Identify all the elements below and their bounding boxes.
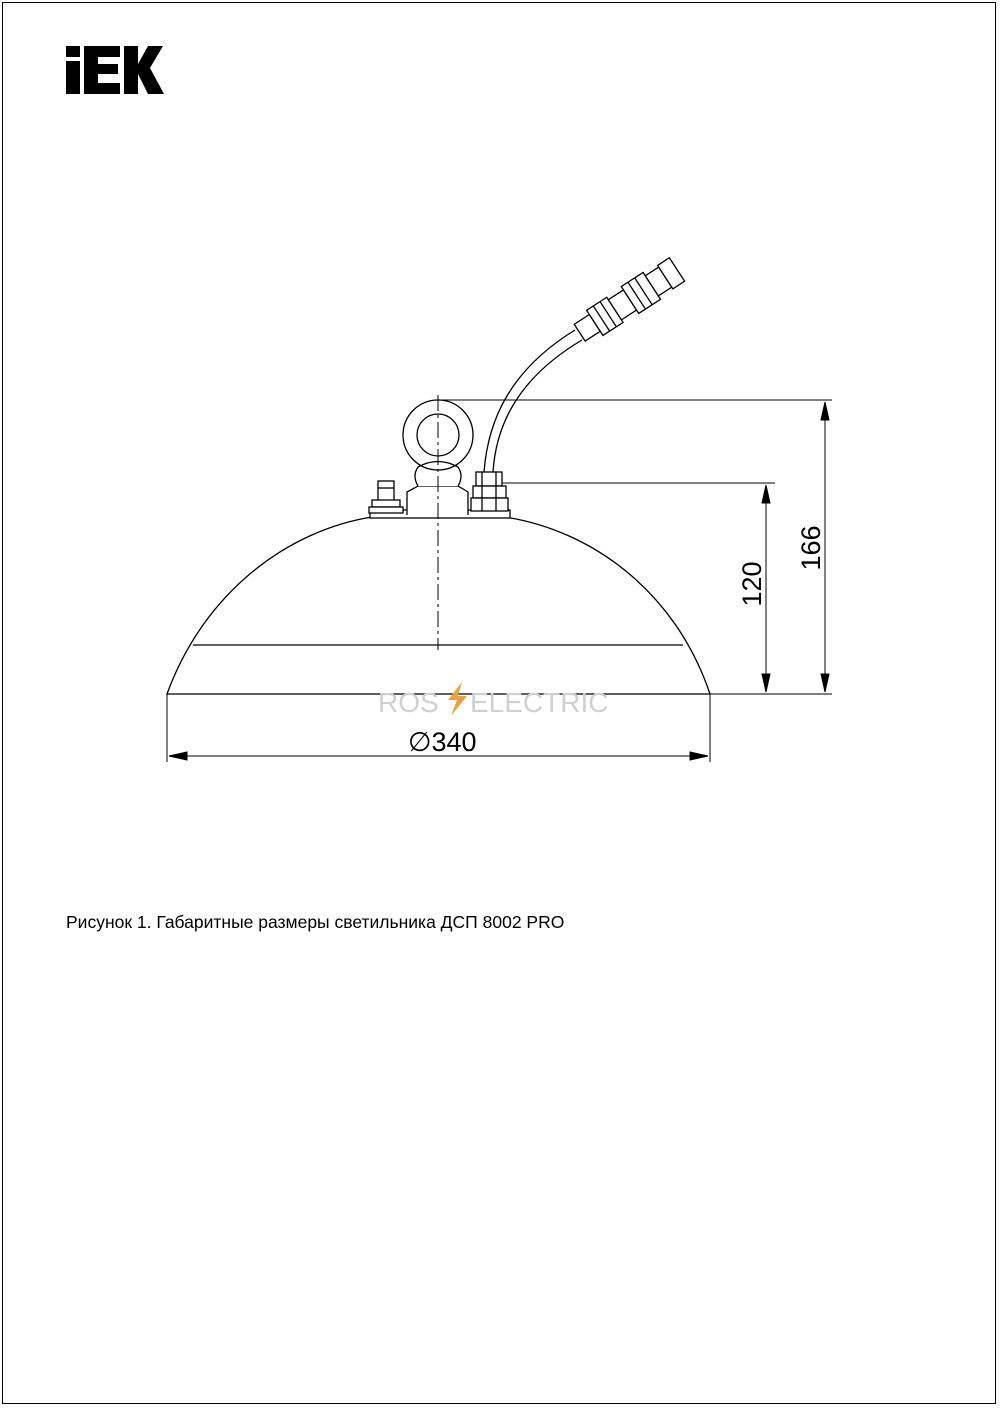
figure-caption: Рисунок 1. Габаритные размеры светильника ДСП 8002 PRO xyxy=(66,912,565,932)
watermark-left: ROS xyxy=(378,687,439,718)
dim-diameter-label: ∅340 xyxy=(408,727,477,757)
dim-120-label: 120 xyxy=(737,561,767,607)
dim-166-label: 166 xyxy=(796,525,826,571)
ground-bolt xyxy=(369,481,403,513)
watermark-right: ELECTRIC xyxy=(470,687,609,718)
connector xyxy=(571,256,686,346)
cable xyxy=(484,330,575,472)
watermark xyxy=(378,682,608,718)
cable-gland xyxy=(471,472,508,511)
